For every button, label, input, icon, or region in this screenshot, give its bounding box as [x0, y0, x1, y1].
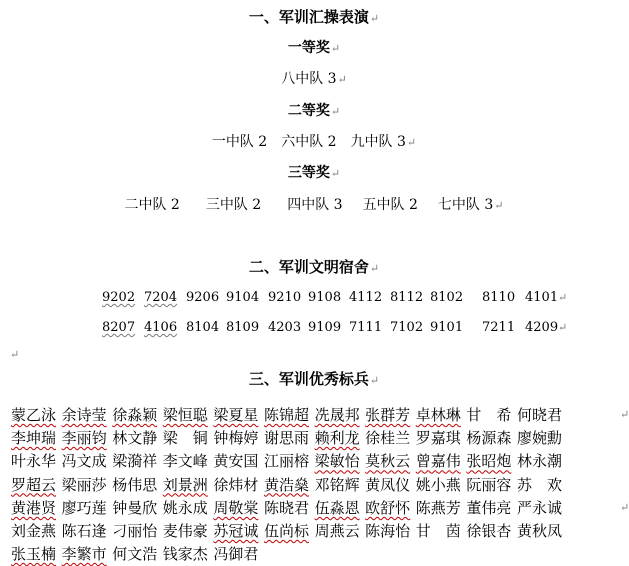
name-cell: 罗嘉琪	[415, 429, 461, 448]
dorm-number: 4101	[525, 290, 559, 305]
dorm-number: 4106	[144, 320, 178, 335]
name-cell: 冯文成	[61, 452, 107, 471]
name-cell: 徐炜材	[213, 475, 259, 494]
name-cell: 陈锦超	[263, 406, 309, 424]
name-cell: 李丽钧	[61, 429, 107, 448]
dorm-number: 7102	[390, 320, 424, 335]
name-row: 黄港贤 廖巧莲 钟曼欣 姚永成 周敬棠 陈晓君 伍淼恩 欧舒怀 陈燕芳 董伟亮 严永诚 ↵	[11, 498, 629, 517]
name-cell: 姚小燕	[415, 475, 461, 494]
name-cell: 廖婉勳	[516, 429, 562, 448]
name-cell: 赖利龙	[314, 429, 360, 448]
name-cell: 林文静	[112, 429, 158, 448]
name-cell: 何文浩	[112, 545, 158, 564]
name-cell: 徐银杏	[466, 521, 512, 540]
dorm-number: 7204	[144, 290, 178, 305]
name-cell: 阮丽容	[466, 475, 512, 494]
name-cell: 陈燕芳	[415, 498, 461, 517]
name-cell: 徐桂兰	[365, 429, 411, 448]
dorm-row-1: 9202 7204 9206 9104 9210 9108 4112 8112 8102 8110 4101↵	[102, 290, 568, 305]
name-cell: 伍淼恩	[314, 498, 360, 517]
first-prize-winners: 八中队 3↵	[281, 71, 347, 87]
name-cell: 罗超云	[11, 475, 57, 494]
name-cell: 叶永华	[11, 452, 57, 471]
name-cell: 李坤瑞	[11, 429, 57, 448]
name-cell: 欧舒怀	[365, 498, 411, 517]
name-cell: 苏 欢	[516, 475, 562, 494]
name-cell: 刘景洲	[162, 475, 208, 494]
name-cell: 姚永成	[162, 498, 208, 517]
name-cell: 蒙乙泳	[11, 406, 57, 424]
third-prize-winners: 二中队 2 三中队 2 四中队 3 五中队 2 七中队 3↵	[124, 197, 504, 213]
name-cell: 黄港贤	[11, 498, 57, 517]
dorm-number: 8109	[226, 320, 260, 335]
dorm-number: 8102	[430, 290, 464, 305]
name-row	[11, 520, 628, 543]
name-cell: 苏冠诚	[213, 521, 259, 540]
name-cell: 张昭炮	[466, 452, 512, 471]
dorm-number: 7211	[482, 320, 516, 335]
name-cell: 冼晟邦	[314, 406, 360, 424]
dorm-number: 9210	[268, 290, 302, 305]
section2-title: 二、军训文明宿舍↵	[248, 258, 380, 276]
dorm-number: 9104	[226, 290, 260, 305]
name-cell: 董伟亮	[466, 498, 512, 517]
name-cell: 李文峰	[162, 452, 208, 471]
dorm-number: 9101	[430, 320, 464, 335]
third-prize-heading: 三等奖↵	[287, 165, 341, 181]
dorm-number: 4209	[525, 320, 559, 335]
dorm-number: 8110	[482, 290, 516, 305]
name-cell: 钱家杰	[162, 545, 208, 564]
section3-title: 三、军训优秀标兵↵	[248, 370, 380, 388]
dorm-number: 4112	[349, 290, 383, 305]
name-row: 蒙乙泳 余诗莹 徐淼颖 梁恒聪 梁夏星 陈锦超 冼晟邦 张群芳 卓林琳 甘 希 何晓君 ↵	[11, 406, 629, 424]
name-cell: 甘 希	[466, 406, 512, 424]
first-prize-heading: 一等奖↵	[287, 40, 341, 56]
name-cell: 梁漪祥	[112, 452, 158, 471]
name-cell: 梁 铜	[162, 429, 208, 448]
name-cell: 陈石逢	[61, 521, 107, 540]
name-cell: 陈海怡	[365, 521, 411, 540]
name-cell: 麦伟豪	[162, 521, 208, 540]
name-cell: 谢思雨	[263, 429, 309, 448]
name-cell: 周敬棠	[213, 498, 259, 517]
name-cell: 陈晓君	[263, 498, 309, 517]
name-cell: 梁敏怡	[314, 452, 360, 471]
dorm-number: 8207	[102, 320, 136, 335]
name-cell: 李繁市	[61, 545, 107, 564]
name-cell: 何晓君	[516, 406, 562, 424]
name-cell: 钟曼欣	[112, 498, 158, 517]
name-cell: 卓林琳	[415, 406, 461, 424]
name-cell: 张群芳	[365, 406, 411, 424]
empty-paragraph-mark: ↵	[10, 348, 20, 361]
section1-title: 一、军训汇操表演↵	[248, 8, 380, 26]
dorm-number: 4203	[268, 320, 302, 335]
name-cell: 黄秋凤	[516, 521, 562, 540]
name-cell: 杨源森	[466, 429, 512, 448]
dorm-row-2: 8207 4106 8104 8109 4203 9109 7111 7102 9101 7211 4209↵	[102, 320, 568, 335]
name-cell: 刁丽怡	[112, 521, 158, 540]
name-cell: 余诗莹	[61, 406, 107, 424]
name-row	[11, 450, 628, 473]
dorm-number: 9108	[308, 290, 342, 305]
name-cell: 周燕云	[314, 521, 360, 540]
name-cell: 杨伟思	[112, 475, 158, 494]
name-cell: 钟梅婷	[213, 429, 259, 448]
name-cell: 廖巧莲	[61, 498, 107, 517]
name-cell: 甘 茵	[415, 521, 461, 540]
name-cell: 莫秋云	[365, 452, 411, 471]
name-cell: 邓铭辉	[314, 475, 360, 494]
name-cell: 梁恒聪	[162, 406, 208, 424]
name-cell: 黄安国	[213, 452, 259, 471]
second-prize-heading: 二等奖↵	[287, 103, 341, 119]
name-cell: 伍尚标	[263, 521, 309, 540]
name-row	[11, 474, 628, 497]
name-cell: 徐淼颖	[112, 406, 158, 424]
honor-roll	[11, 404, 628, 566]
name-cell: 梁丽莎	[61, 475, 107, 494]
name-cell: 黄浩燊	[263, 475, 309, 494]
name-cell: 严永诚	[516, 498, 562, 517]
dorm-number: 7111	[349, 320, 383, 335]
dorm-number: 8112	[390, 290, 424, 305]
name-cell: 黄凤仪	[365, 475, 411, 494]
name-row	[11, 427, 628, 450]
name-cell: 梁夏星	[213, 406, 259, 424]
dorm-number: 8104	[186, 320, 220, 335]
name-cell: 刘金燕	[11, 521, 57, 540]
second-prize-winners: 一中队 2 六中队 2 九中队 3↵	[211, 134, 417, 150]
name-cell: 张玉楠	[11, 545, 57, 564]
name-row	[11, 543, 628, 566]
name-cell: 冯御君	[213, 545, 259, 564]
dorm-number: 9206	[186, 290, 220, 305]
name-cell: 曾嘉伟	[415, 452, 461, 471]
dorm-number: 9202	[102, 290, 136, 305]
name-cell: 林永潮	[516, 452, 562, 471]
dorm-number: 9109	[308, 320, 342, 335]
name-cell: 江丽榕	[263, 452, 309, 471]
